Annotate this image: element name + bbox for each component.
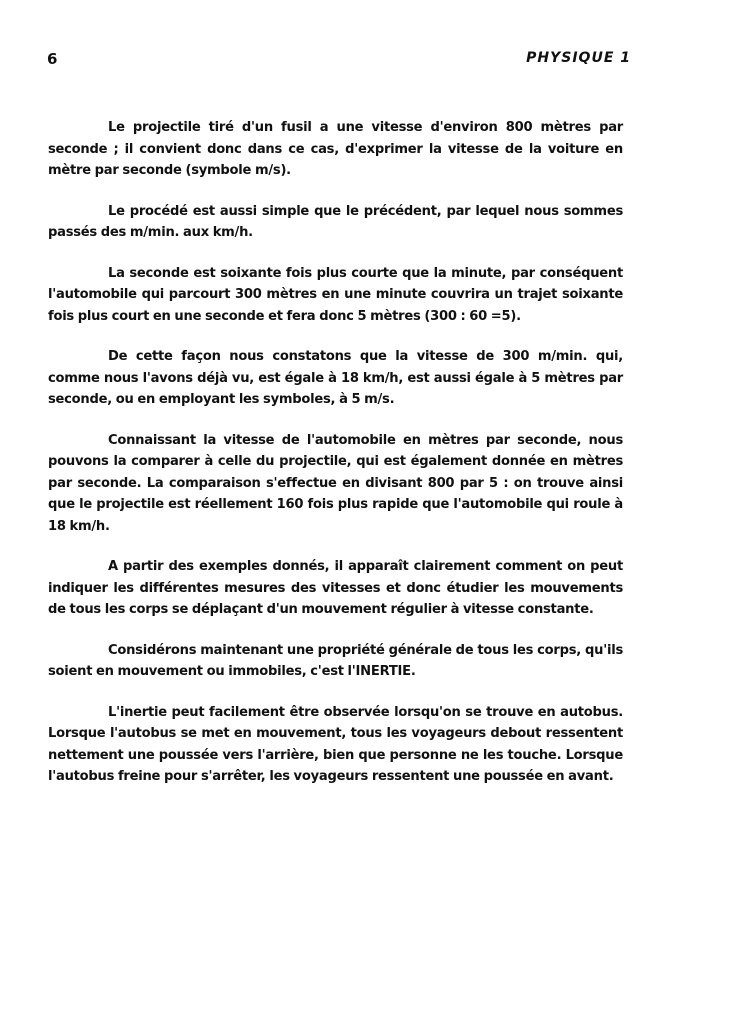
paragraph: Considérons maintenant une propriété générale de tous les corps, qu'ils soient en mouvement ou immobiles, c'est l'INERTIE.	[48, 642, 623, 679]
paragraph: Le procédé est aussi simple que le précédent, par lequel nous sommes passés des m/min. aux km/h.	[48, 203, 623, 240]
body-text	[48, 117, 623, 807]
paragraph: De cette façon nous constatons que la vitesse de 300 m/min. qui, comme nous l'avons déjà vu, est égale à 18 km/h, est aussi égale à 5 mètres par seconde, ou en employant les symboles, à 5 m/s.	[48, 349, 623, 407]
running-header: PHYSIQUE 1	[526, 50, 631, 66]
page-number: 6	[47, 50, 58, 68]
paragraph: L'inertie peut facilement être observée lorsqu'on se trouve en autobus. Lorsque l'autobus se met en mouvement, tous les voyageurs debout ressentent nettement une poussée vers l'arrière, bien que personne ne les touche. Lorsque l'autobus freine pour s'arrêter, les voyageurs ressentent une poussée en avant.	[48, 704, 623, 784]
paragraph: A partir des exemples donnés, il apparaît clairement comment on peut indiquer les différentes mesures des vitesses et donc étudier les mouvements de tous les corps se déplaçant d'un mouvement régulier à vitesse constante.	[48, 559, 623, 617]
paragraph: Le projectile tiré d'un fusil a une vitesse d'environ 800 mètres par seconde ; il convient donc dans ce cas, d'exprimer la vitesse de la voiture en mètre par seconde (symbole m/s).	[48, 120, 623, 178]
paragraph: Connaissant la vitesse de l'automobile en mètres par seconde, nous pouvons la comparer à celle du projectile, qui est également donnée en mètres par seconde. La comparaison s'effectue en divisant 800 par 5 : on trouve ainsi que le projectile est réellement 160 fois plus rapide que l'automobile qui roule à 18 km/h.	[48, 432, 623, 534]
paragraph: La seconde est soixante fois plus courte que la minute, par conséquent l'automobile qui parcourt 300 mètres en une minute couvrira un trajet soixante fois plus court en une seconde et fera donc 5 mètres (300 : 60 =5).	[48, 265, 623, 324]
